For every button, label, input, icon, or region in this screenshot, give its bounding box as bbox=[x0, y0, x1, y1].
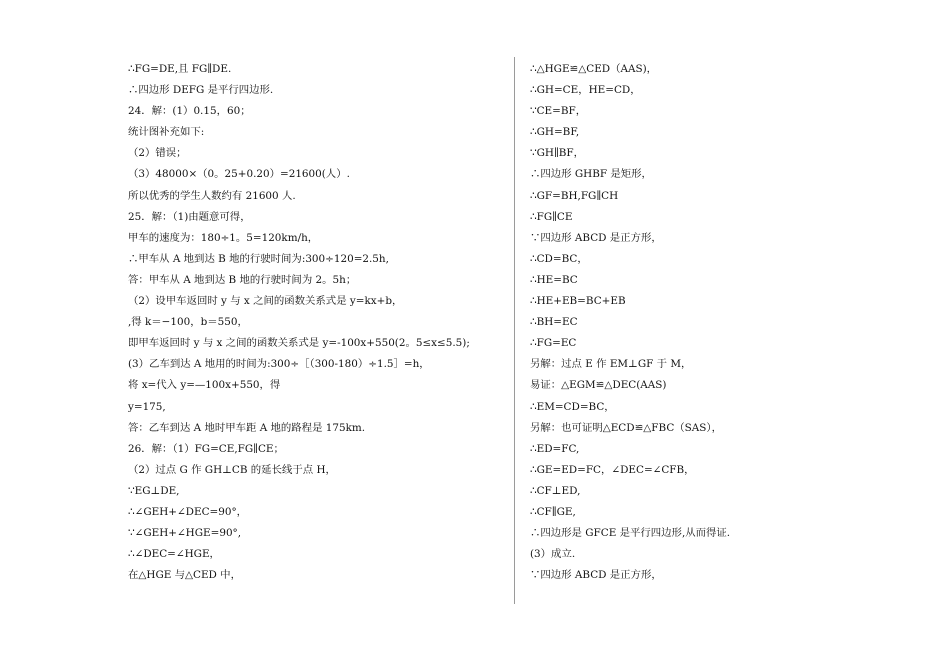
text-line: ∴FG∥CE bbox=[530, 210, 573, 223]
text-line: ∴CD=BC， bbox=[530, 252, 588, 265]
text-line: ∴ED=FC, bbox=[530, 442, 580, 455]
text-line: 所以优秀的学生人数约有 21600 人. bbox=[128, 189, 296, 202]
text-line: 答：甲车从 A 地到达 B 地的行驶时间为 2。5h； bbox=[128, 273, 357, 286]
text-line: (3）乙车到达 A 地用的时间为:300÷［（300-180）÷1.5］=h， bbox=[128, 358, 430, 371]
text-line: （2）过点 G 作 GH⊥CB 的延长线于点 H， bbox=[128, 463, 336, 476]
text-line: ∵GH∥BF， bbox=[530, 147, 585, 160]
text-line: ∵四边形 ABCD 是正方形， bbox=[530, 231, 662, 244]
left-column bbox=[128, 59, 503, 586]
text-line: （3）48000×（0。25+0.20）=21600(人）. bbox=[128, 168, 350, 181]
text-line: ∴四边形 DEFG 是平行四边形. bbox=[128, 84, 274, 97]
text-line: ∴∠DEC=∠HGE， bbox=[128, 548, 220, 561]
text-line: 答：乙车到达 A 地时甲车距 A 地的路程是 175km. bbox=[128, 421, 366, 434]
text-line: ∴GH=CE，HE=CD， bbox=[530, 84, 641, 97]
text-line: 另解：也可证明△ECD≌△FBC（SAS）， bbox=[530, 421, 722, 434]
text-line: ∴FG=EC bbox=[530, 337, 577, 350]
text-line: 即甲车返回时 y 与 x 之间的函数关系式是 y=-100x+550(2。5≤x≤5.5); bbox=[128, 337, 470, 350]
text-line: 统计图补充如下: bbox=[128, 126, 205, 139]
text-line: ∴EM=CD=BC， bbox=[530, 400, 615, 413]
text-line: ∴△HGE≌△CED（AAS)， bbox=[530, 63, 658, 75]
text-line: ∵四边形 ABCD 是正方形， bbox=[530, 569, 662, 582]
text-line: ∵CE=BF， bbox=[530, 105, 587, 118]
text-line: 25．解：（1)由题意可得， bbox=[128, 210, 251, 223]
text-line: ∵∠GEH+∠HGE=90°, bbox=[128, 527, 242, 540]
text-line: (3）成立. bbox=[530, 548, 576, 561]
text-line: ∵EG⊥DE, bbox=[128, 484, 180, 497]
text-line: 在△HGE 与△CED 中， bbox=[128, 569, 241, 582]
text-line: ∴GF=BH,FG∥CH bbox=[530, 189, 619, 202]
text-line: ∴BH=EC bbox=[530, 316, 578, 329]
text-line: 将 x=代入 y=—100x+550，得 bbox=[128, 379, 281, 392]
column-divider bbox=[514, 57, 515, 604]
text-line: ,得 k＝−100，b＝550， bbox=[128, 316, 248, 329]
text-line: （2）错误； bbox=[128, 147, 187, 160]
text-line: ∴甲车从 A 地到达 B 地的行驶时间为:300÷120=2.5h, bbox=[128, 252, 389, 265]
text-line: ∴GH=BF, bbox=[530, 126, 580, 139]
text-line: 24．解：(1）0.15，60； bbox=[128, 105, 251, 118]
text-line: 26．解：（1）FG=CE,FG∥CE； bbox=[128, 442, 284, 455]
right-column bbox=[530, 59, 920, 586]
text-line: ∴四边形 GHBF 是矩形， bbox=[530, 168, 652, 181]
text-line: ∴HE=BC bbox=[530, 273, 578, 286]
text-line: ∴FG=DE,且 FG∥DE. bbox=[128, 63, 232, 75]
text-line: 易证：△EGM≌△DEC(AAS) bbox=[530, 379, 667, 392]
text-line: ∴∠GEH+∠DEC=90°， bbox=[128, 505, 248, 518]
text-line: 另解：过点 E 作 EM⊥GF 于 M， bbox=[530, 358, 692, 371]
text-line: ∴HE+EB=BC+EB bbox=[530, 295, 626, 308]
text-line: ∴CF⊥ED, bbox=[530, 484, 581, 497]
text-line: 甲车的速度为：180÷1。5=120km/h， bbox=[128, 231, 319, 244]
text-line: y=175, bbox=[128, 400, 166, 413]
text-line: ∴GE=ED=FC，∠DEC=∠CFB， bbox=[530, 463, 695, 476]
text-line: ∴四边形是 GFCE 是平行四边形,从而得证. bbox=[530, 527, 731, 540]
text-line: ∴CF∥GE, bbox=[530, 505, 576, 518]
text-line: （2）设甲车返回时 y 与 x 之间的函数关系式是 y=kx+b， bbox=[128, 295, 403, 308]
